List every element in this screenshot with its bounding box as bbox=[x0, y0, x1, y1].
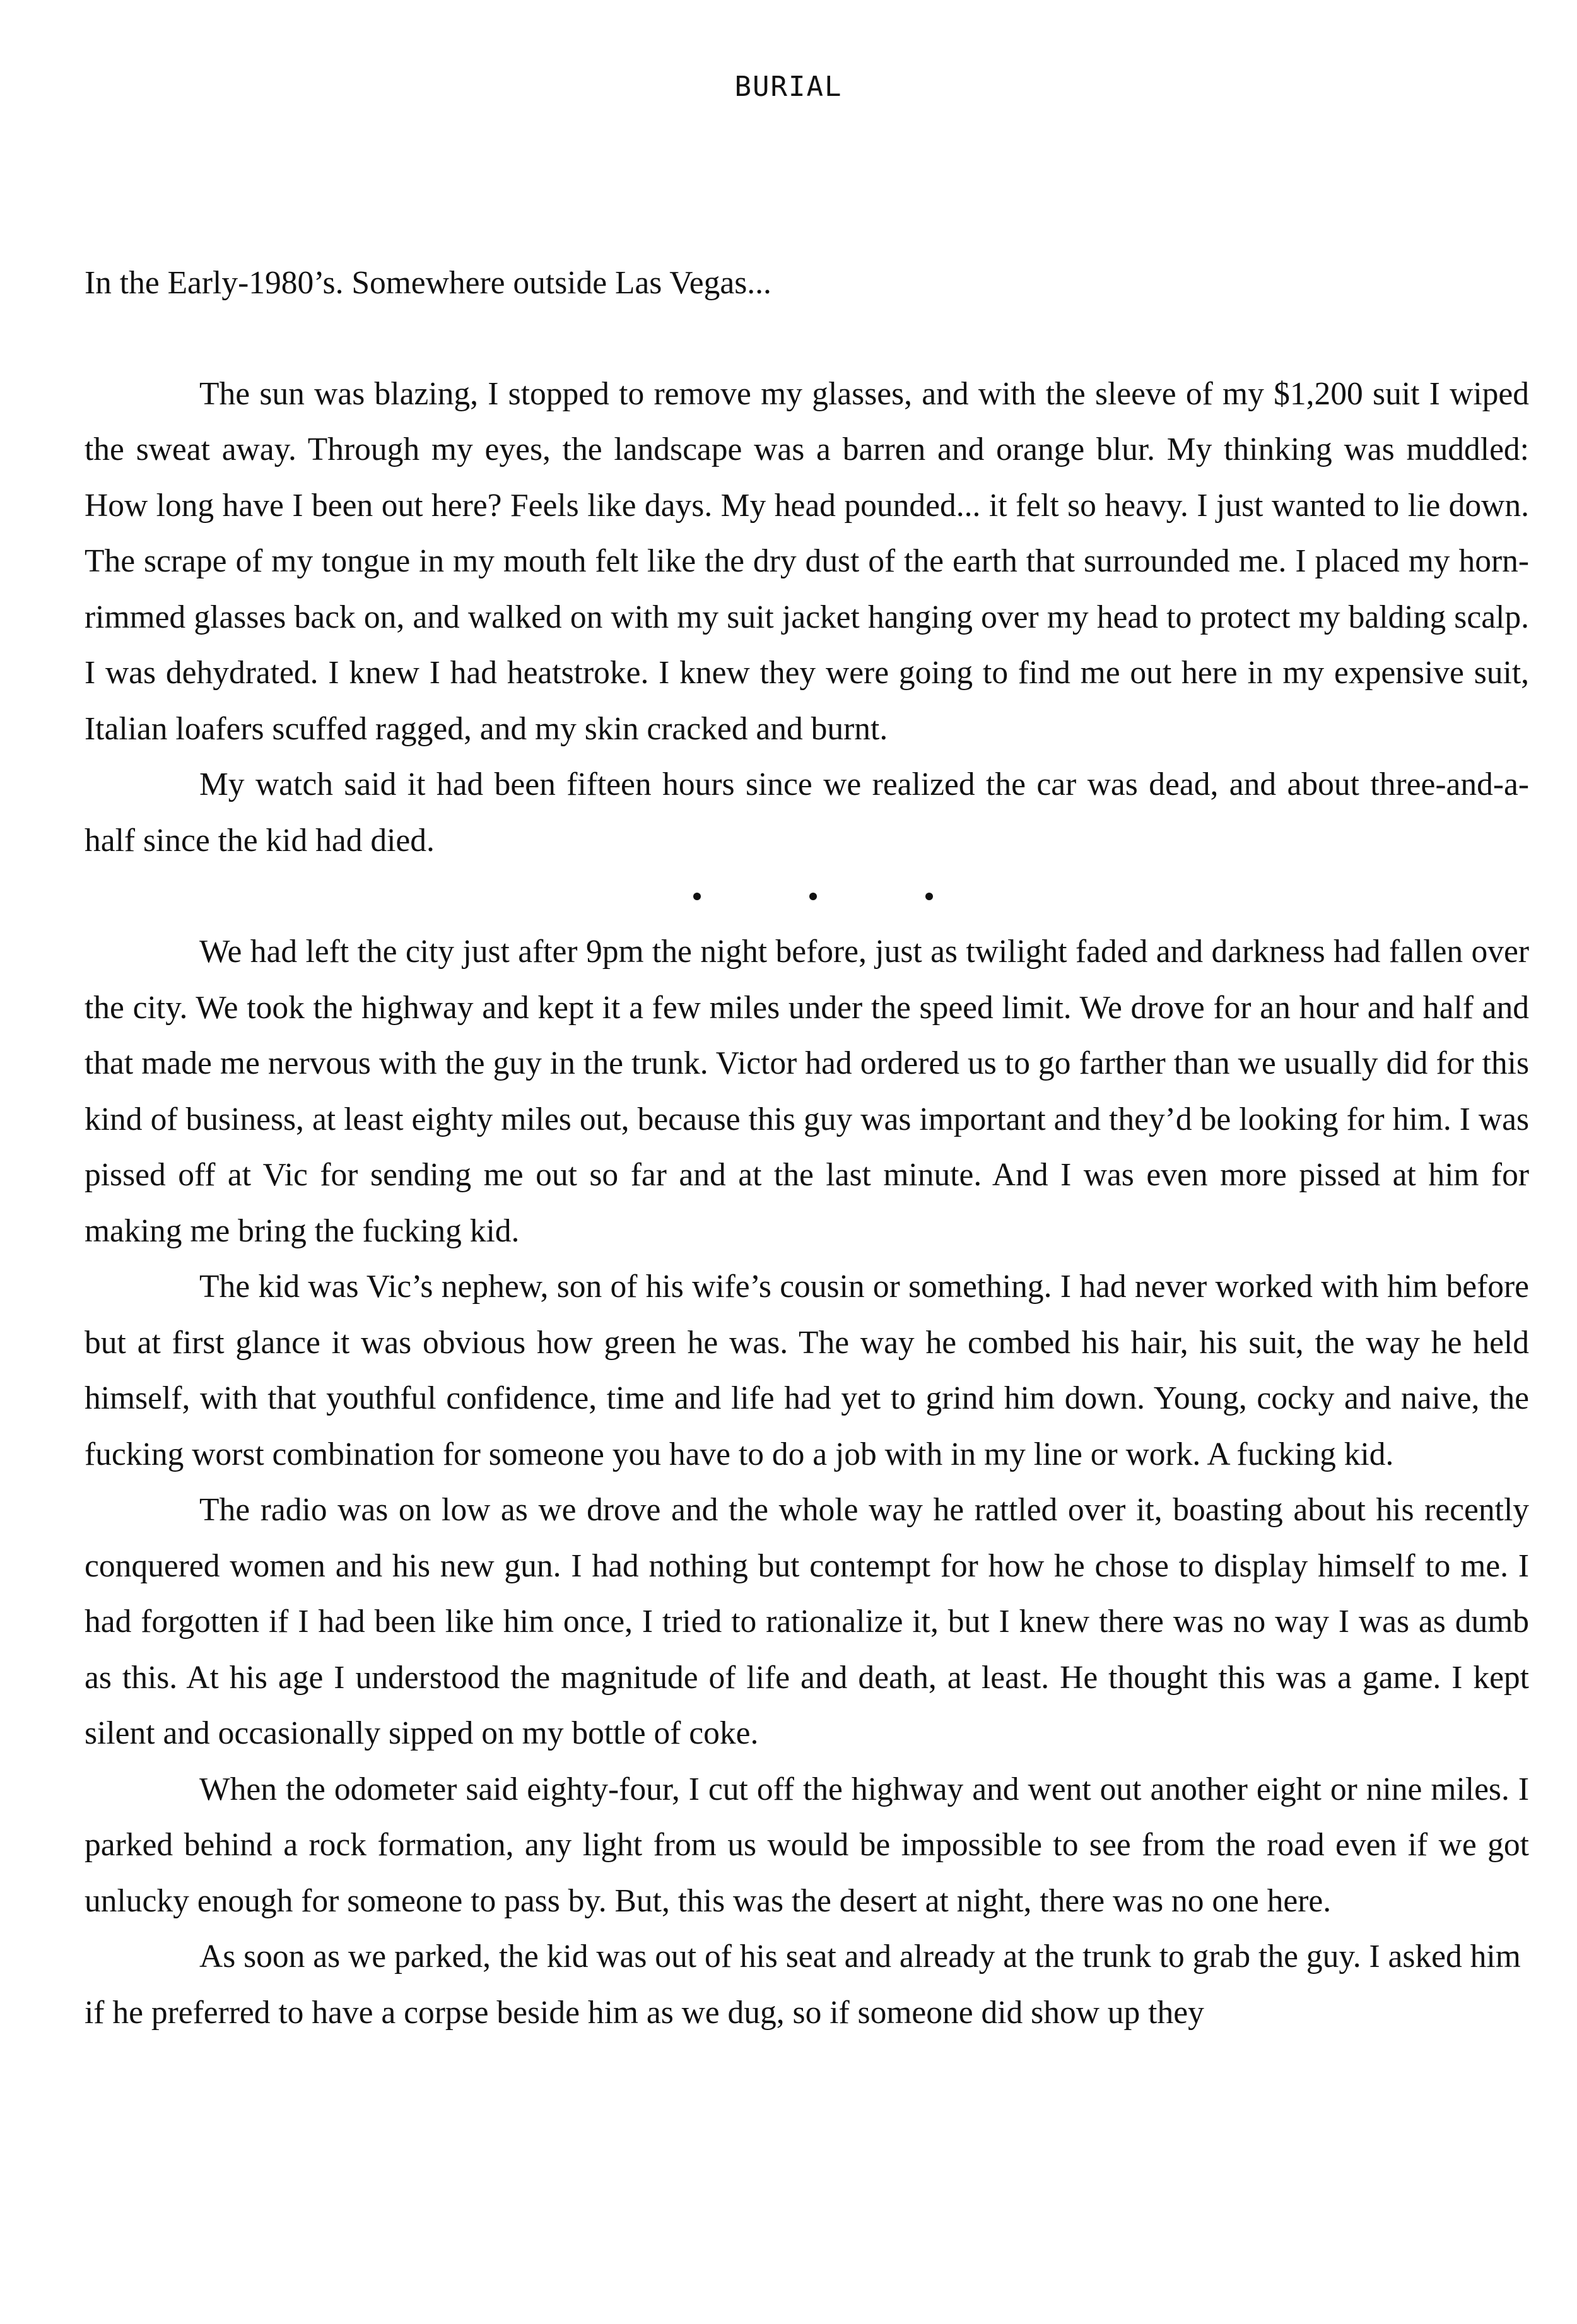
paragraph: We had left the city just after 9pm the night before, just as twilight faded and darkness had fallen over the city. We took the highway and kept it a few miles under the speed limit. We drove for an hour and half and that made me nervous with the guy in the trunk. Victor had ordered us to go farther than we usually did for this kind of business, at least eighty miles out, because this guy was important and they’d be looking for him. I was pissed off at Vic for sending me out so far and at the last minute. And I was even more pissed at him for making me bring the fucking kid. bbox=[85, 934, 1529, 1249]
section-break-dot bbox=[809, 893, 817, 900]
setting-line: In the Early-1980’s. Somewhere outside Las Vegas... bbox=[85, 265, 771, 301]
paragraph: The sun was blazing, I stopped to remove my glasses, and with the sleeve of my $1,200 suit I wiped the sweat away. Through my eyes, the landscape was a barren and orange blur. My thinking was muddled: How long have I been out here? Feels like days. My head pounded... it felt so heavy. I just wanted to lie down. The scrape of my tongue in my mouth felt like the dry dust of the earth that surrounded me. I placed my horn-rimmed glasses back on, and walked on with my suit jacket hanging over my head to protect my balding scalp. I was dehydrated. I knew I had heatstroke. I knew they were going to find me out here in my expensive suit, Italian loafers scuffed ragged, and my skin cracked and burnt. bbox=[85, 375, 1529, 747]
section-break bbox=[85, 869, 1529, 924]
paragraph: The kid was Vic’s nephew, son of his wife’s cousin or something. I had never worked with him before but at first glance it was obvious how green he was. The way he combed his hair, his suit, the way he held himself, with that youthful confidence, time and life had yet to grind him down. Young, cocky and naive, the fucking worst combination for someone you have to do a job with in my line or work. A fucking kid. bbox=[85, 1269, 1529, 1472]
chapter-title: BURIAL bbox=[734, 71, 843, 103]
paragraph: When the odometer said eighty-four, I cut off the highway and went out another eight or nine miles. I parked behind a rock formation, any light from us would be impossible to see from the road even if we got unlucky enough for someone to pass by. But, this was the desert at night, there was no one here. bbox=[85, 1771, 1529, 1919]
paragraph: My watch said it had been fifteen hours since we realized the car was dead, and about three-and-a-half since the kid had died. bbox=[85, 766, 1529, 859]
story-body bbox=[85, 255, 1529, 2041]
section-break-dot bbox=[925, 893, 933, 900]
paragraph: The radio was on low as we drove and the whole way he rattled over it, boasting about his recently conquered women and his new gun. I had nothing but contempt for how he chose to display himself to me. I had forgotten if I had been like him once, I tried to rationalize it, but I knew there was no way I was as dumb as this. At his age I understood the magnitude of life and death, at least. He thought this was a game. I kept silent and occasionally sipped on my bottle of coke. bbox=[85, 1492, 1529, 1751]
section-break-dot bbox=[693, 893, 701, 900]
paragraph: As soon as we parked, the kid was out of his seat and already at the trunk to grab the guy. I asked him if he preferred to have a corpse beside him as we dug, so if someone did show up they bbox=[85, 1939, 1521, 2031]
